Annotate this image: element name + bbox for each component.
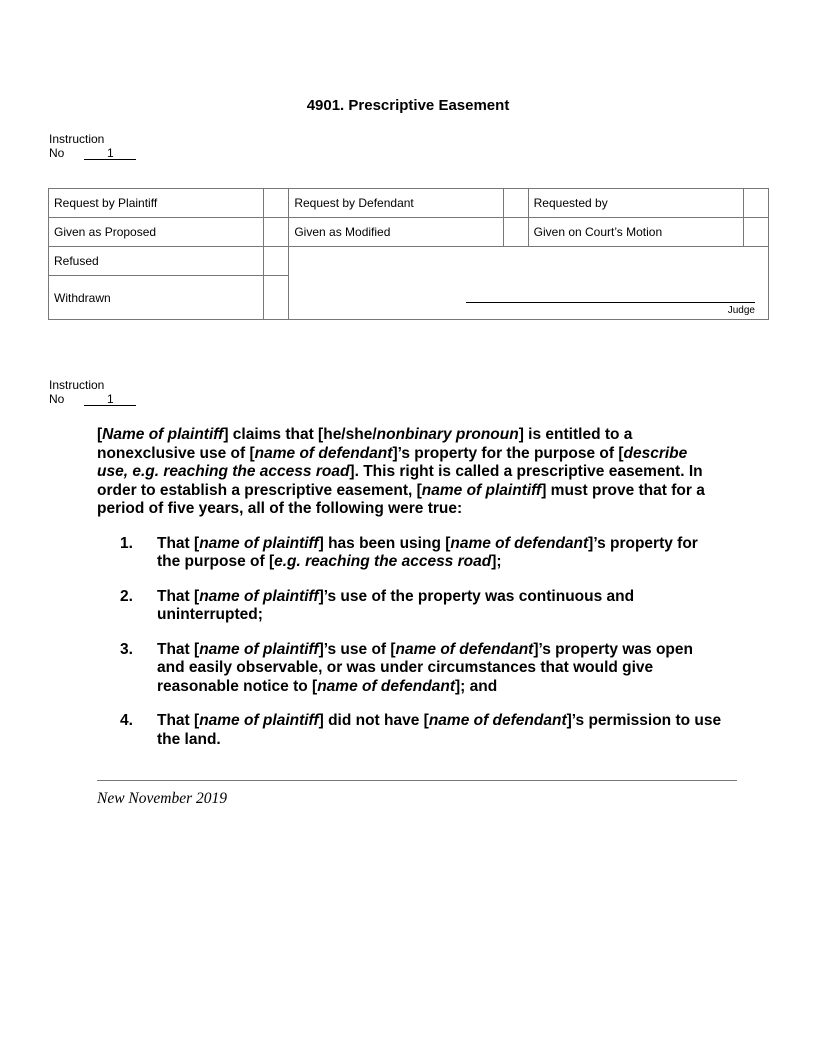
given-as-modified-checkbox[interactable]	[503, 218, 528, 247]
placeholder-text: Name of plaintiff	[102, 426, 224, 443]
text-segment: ]’s permission to use the land.	[157, 712, 722, 748]
intro-paragraph	[97, 426, 722, 519]
elements-list	[97, 535, 722, 750]
instruction-number: 1	[84, 393, 136, 406]
list-number: 1.	[120, 534, 133, 552]
request-by-plaintiff-checkbox[interactable]	[264, 189, 289, 218]
refused-checkbox[interactable]	[264, 247, 289, 276]
given-as-proposed-label: Given as Proposed	[49, 218, 264, 247]
request-by-defendant-checkbox[interactable]	[503, 189, 528, 218]
placeholder-text: name of defendant	[428, 712, 567, 729]
instruction-number: 1	[84, 147, 136, 160]
given-as-proposed-checkbox[interactable]	[264, 218, 289, 247]
placeholder-text: name of defendant	[395, 640, 534, 658]
refused-label: Refused	[49, 247, 264, 276]
placeholder-text: name of plaintiff	[199, 534, 319, 552]
text-segment: That [	[157, 712, 200, 729]
no-label: No	[49, 392, 65, 406]
list-number: 4.	[120, 712, 133, 729]
footer-divider	[97, 780, 737, 781]
text-segment: ]’s property was open and easily observable, or was under circumstances that would give reasonable notice to [	[157, 640, 693, 695]
withdrawn-label: Withdrawn	[49, 276, 264, 320]
given-on-courts-motion-label: Given on Court’s Motion	[528, 218, 743, 247]
judge-signature-line[interactable]	[466, 302, 755, 303]
text-segment: ] has been using [	[318, 534, 451, 552]
text-segment: ];	[491, 553, 502, 570]
given-as-modified-label: Given as Modified	[289, 218, 503, 247]
list-number: 3.	[120, 640, 133, 658]
text-segment: ]’s property for the purpose of [	[157, 534, 698, 570]
revision-note: New November 2019	[97, 790, 228, 807]
requested-by-checkbox[interactable]	[744, 189, 769, 218]
request-table	[48, 188, 769, 320]
text-segment: ]’s property for the purpose of [	[392, 444, 624, 462]
given-on-courts-motion-checkbox[interactable]	[744, 218, 769, 247]
text-segment: That [	[157, 587, 200, 605]
requested-by-label: Requested by	[528, 189, 743, 218]
text-segment: ] is entitled to a nonexclusive use of [	[97, 426, 633, 462]
withdrawn-checkbox[interactable]	[264, 276, 289, 320]
placeholder-text: name of defendant	[317, 677, 455, 695]
instruction-label: Instruction	[49, 378, 105, 392]
list-item	[97, 641, 722, 697]
list-item	[97, 535, 722, 572]
text-segment: ]; and	[455, 677, 498, 695]
text-segment: ]. This right is called a prescriptive easement. In order to establish a prescriptive easement, [	[97, 463, 703, 499]
text-segment: That [	[157, 534, 200, 552]
no-label: No	[49, 146, 65, 160]
list-item	[97, 712, 722, 749]
list-item	[97, 588, 722, 625]
text-segment: ]’s use of [	[318, 640, 396, 658]
placeholder-text: name of plaintiff	[199, 640, 319, 658]
instruction-label: Instruction	[49, 132, 105, 146]
text-segment: ] claims that [he/she/	[223, 426, 377, 443]
placeholder-text: name of plaintiff	[421, 481, 542, 499]
list-number: 2.	[120, 587, 133, 605]
instruction-body	[97, 426, 722, 765]
request-by-defendant-label: Request by Defendant	[289, 189, 503, 218]
judge-label: Judge	[727, 305, 755, 316]
request-by-plaintiff-label: Request by Plaintiff	[49, 189, 264, 218]
instruction-number-block	[49, 132, 136, 160]
judge-signature-cell	[289, 247, 769, 320]
placeholder-text: name of plaintiff	[199, 712, 319, 729]
text-segment: ] did not have [	[318, 712, 429, 729]
placeholder-text: name of defendant	[254, 444, 393, 462]
text-segment: [	[97, 426, 103, 443]
text-segment: ] must prove that for a period of five years, all of the following were true:	[97, 481, 705, 517]
placeholder-text: e.g. reaching the access road	[274, 553, 492, 570]
instruction-number-block-2	[49, 378, 136, 406]
placeholder-text: name of plaintiff	[199, 587, 319, 605]
page-title: 4901. Prescriptive Easement	[306, 97, 510, 114]
text-segment: ]’s use of the property was continuous and uninterrupted;	[157, 587, 635, 623]
placeholder-text: name of defendant	[450, 534, 589, 552]
placeholder-text: describe use, e.g. reaching the access road	[97, 444, 688, 480]
text-segment: That [	[157, 640, 200, 658]
placeholder-text: nonbinary pronoun	[376, 426, 519, 443]
